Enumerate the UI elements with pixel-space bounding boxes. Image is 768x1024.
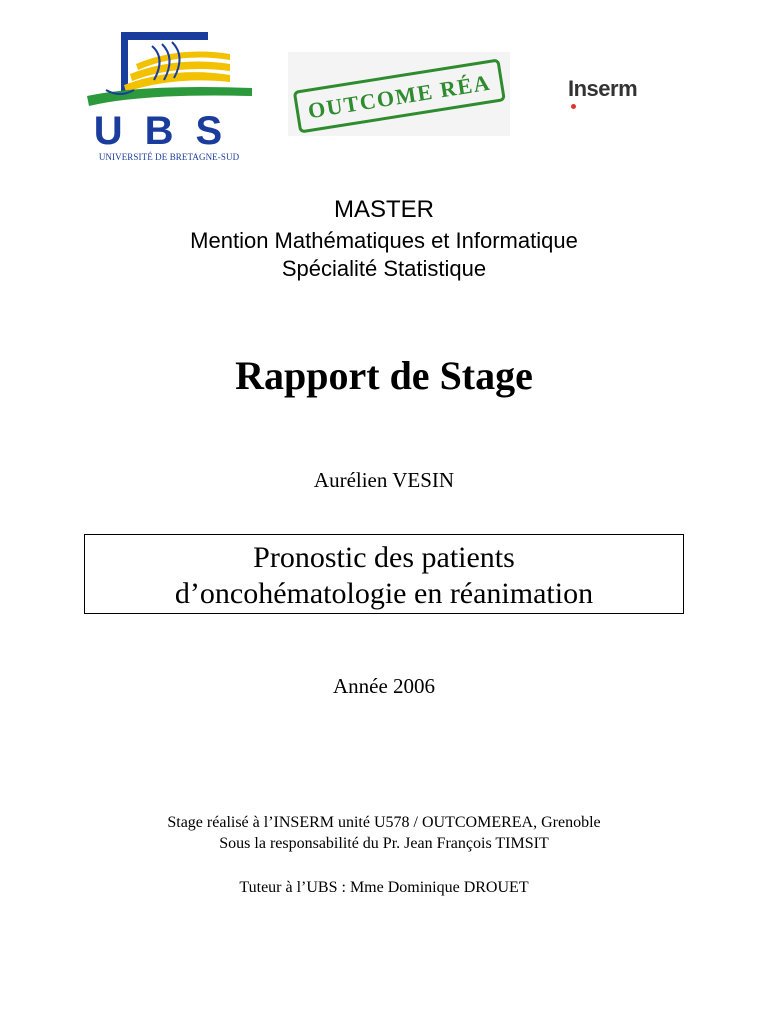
subject-line-2: d’oncohématologie en réanimation (174, 577, 594, 610)
mention-line: Mention Mathématiques et Informatique (190, 228, 578, 253)
degree-title: MASTER (333, 196, 434, 223)
specialite-line: Spécialité Statistique (281, 256, 487, 281)
inserm-dot (571, 104, 576, 109)
ubs-logo (84, 30, 254, 170)
outcome-rea-stamp (288, 52, 510, 136)
subject-box (84, 534, 684, 614)
inserm-wordmark: Inserm (568, 76, 638, 101)
outcome-rea-logo (288, 52, 510, 136)
svg-text:UBS: UBS (93, 110, 245, 150)
inserm-logo (568, 76, 668, 110)
year-label: Année 2006 (332, 674, 436, 698)
internship-supervisor: Sous la responsabilité du Pr. Jean François TIMSIT (219, 835, 549, 852)
svg-text:OUTCOME RÉA: OUTCOME RÉA (306, 69, 493, 124)
subject-line-1: Pronostic des patients (253, 541, 515, 574)
ubs-letters (84, 110, 254, 150)
university-tutor: Tuteur à l’UBS : Mme Dominique DROUET (239, 879, 529, 896)
internship-location: Stage réalisé à l’INSERM unité U578 / OUTCOMEREA, Grenoble (167, 814, 601, 831)
document-title: Rapport de Stage (235, 353, 533, 398)
ubs-caption: UNIVERSITÉ DE BRETAGNE-SUD (98, 152, 240, 162)
author-name: Aurélien VESIN (313, 468, 455, 492)
